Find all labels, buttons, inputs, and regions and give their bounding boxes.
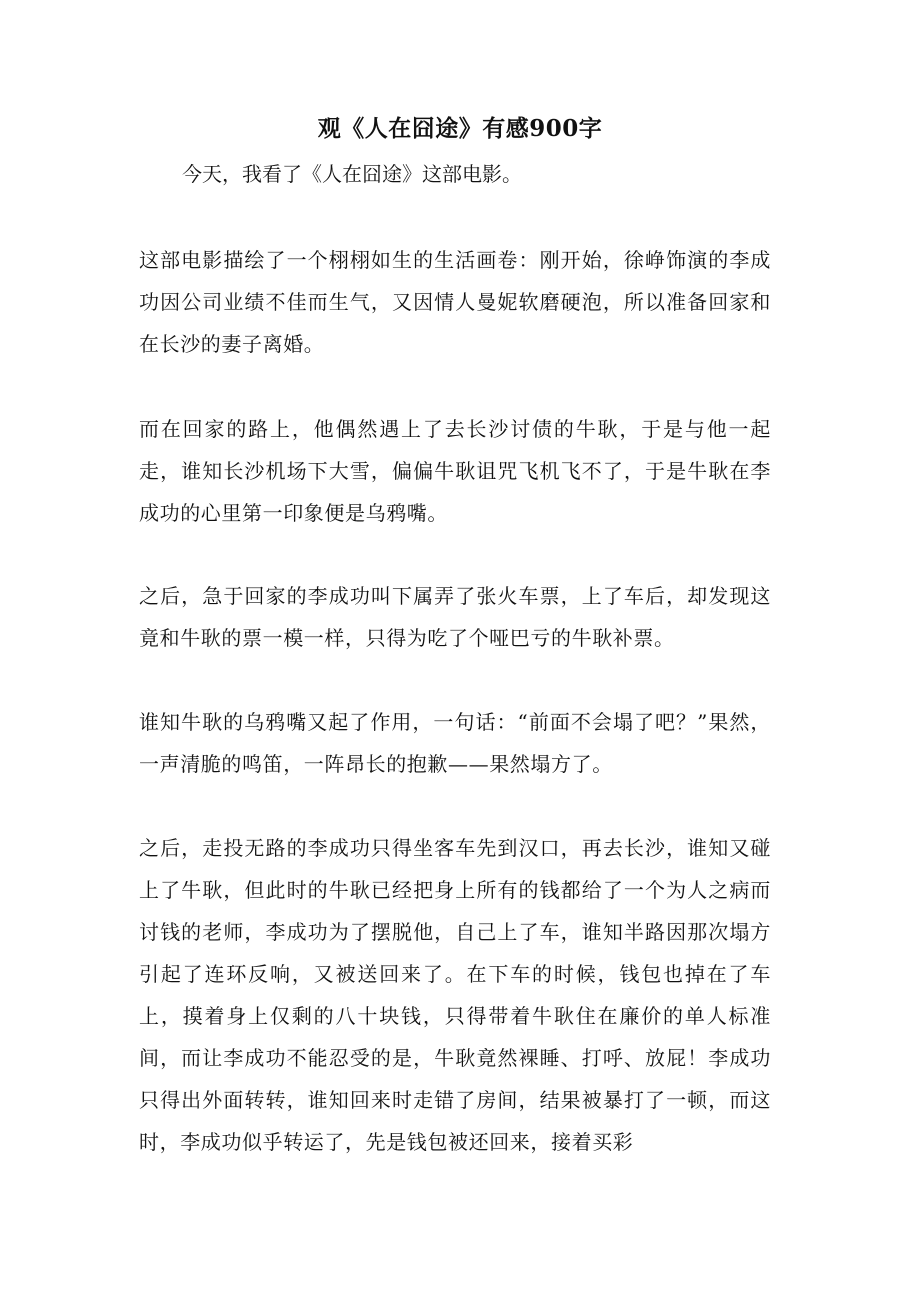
document-body (139, 157, 771, 1154)
body-paragraph-4: 谁知牛耿的乌鸦嘴又起了作用，一句话：“前面不会塌了吧？”果然，一声清脆的鸣笛，一阵昂长的抱歉——果然塌方了。 (139, 710, 771, 776)
body-paragraph-2: 而在回家的路上，他偶然遇上了去长沙讨债的牛耿，于是与他一起走，谁知长沙机场下大雪，偏偏牛耿诅咒飞机飞不了，于是牛耿在李成功的心里第一印象便是乌鸦嘴。 (139, 417, 771, 525)
body-paragraph-1: 这部电影描绘了一个栩栩如生的生活画卷：刚开始，徐峥饰演的李成功因公司业绩不佳而生气，又因情人曼妮软磨硬泡，所以准备回家和在长沙的妻子离婚。 (139, 248, 771, 356)
intro-paragraph: 今天，我看了《人在囧途》这部电影。 (182, 162, 522, 186)
body-paragraph-3: 之后，急于回家的李成功叫下属弄了张火车票，上了车后，却发现这竟和牛耿的票一模一样，只得为吃了个哑巴亏的牛耿补票。 (139, 584, 771, 650)
document-title: 观《人在囧途》有感900字 (317, 115, 603, 142)
body-paragraph-5: 之后，走投无路的李成功只得坐客车先到汉口，再去长沙，谁知又碰上了牛耿，但此时的牛耿已经把身上所有的钱都给了一个为人之病而讨钱的老师，李成功为了摆脱他，自己上了车，谁知半路因那次塌方引起了连环反响，又被送回来了。在下车的时候，钱包也掉在了车上，摸着身上仅剩的八十块钱，只得带着牛耿住在廉价的单人标准间，而让李成功不能忍受的是，牛耿竟然裸睡、打呼、放屁！李成功只得出外面转转，谁知回来时走错了房间，结果被暴打了一顿，而这时，李成功似乎转运了，先是钱包被还回来，接着买彩 (139, 836, 771, 1154)
